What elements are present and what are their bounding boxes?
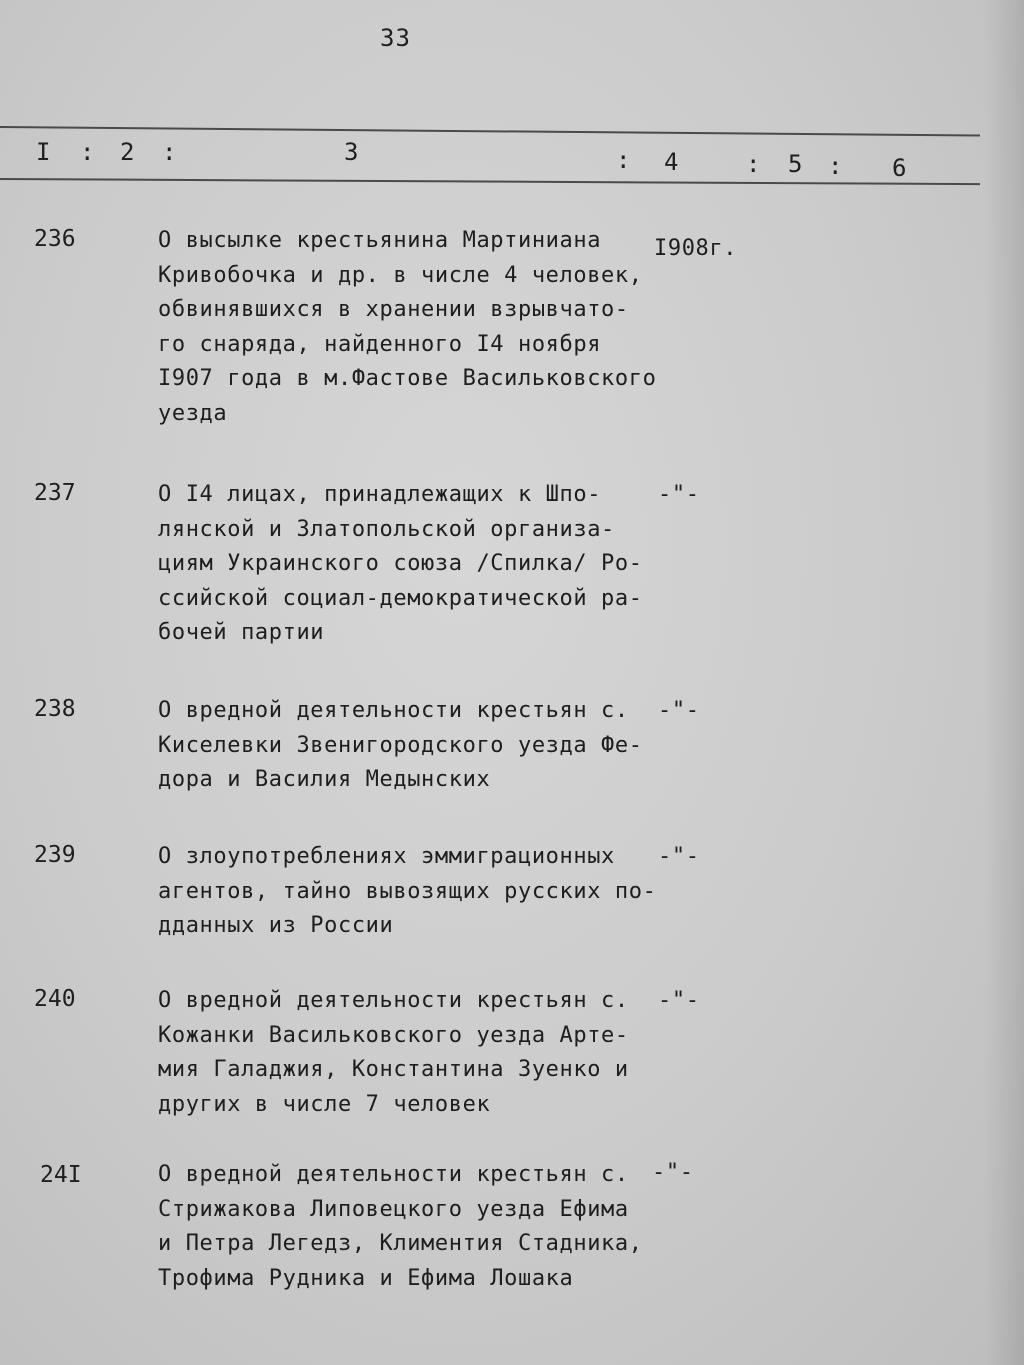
entry-line: лянской и Златопольской организа-: [158, 516, 615, 542]
entry-line: мия Галаджия, Константина Зуенко и: [158, 1057, 629, 1082]
entry-line: I907 года в м.Фастове Васильковского: [158, 366, 657, 391]
entry-date: -"-: [658, 844, 700, 869]
column-separator-3: :: [616, 146, 631, 174]
entry-date: I908г.: [654, 236, 738, 261]
column-header-6: 6: [892, 154, 907, 182]
entry-description: [158, 694, 678, 798]
entry-date: -"-: [658, 988, 700, 1013]
entry-line: уезда: [158, 400, 228, 426]
entry-description: [158, 840, 678, 944]
entry-number: 236: [34, 226, 76, 252]
entry-description: [158, 224, 678, 431]
entry-line: Кривобочка и др. в числе 4 человек,: [158, 262, 643, 288]
entry-line: О I4 лицах, принадлежащих к Шпо-: [158, 482, 602, 507]
entry-line: Стрижакова Липовецкого уезда Ефима: [158, 1196, 629, 1222]
entry-description: [158, 984, 678, 1122]
header-rule-top: [0, 126, 980, 137]
entry-line: бочей партии: [158, 620, 325, 645]
entry-date: -"-: [658, 698, 700, 723]
entry-line: ссийской социал-демократической ра-: [158, 585, 643, 611]
entry-line: О вредной деятельности крестьян с.: [158, 988, 629, 1013]
entry-line: Кожанки Васильковского уезда Арте-: [158, 1022, 629, 1048]
page-number: 33: [380, 24, 411, 52]
entry-line: Киселевки Звенигородского уезда Фе-: [158, 732, 643, 758]
column-header-1: I: [36, 138, 51, 166]
page-edge-shadow: [984, 0, 1024, 1365]
entry-line: О вредной деятельности крестьян с.: [158, 698, 629, 723]
column-header-3: 3: [344, 138, 359, 166]
entry-description: [158, 478, 678, 651]
column-separator-2: :: [162, 138, 177, 166]
entry-line: О высылке крестьянина Мартиниана: [158, 228, 602, 253]
entry-line: агентов, тайно вывозящих русских по-: [158, 878, 657, 904]
entry-description: [158, 1158, 678, 1296]
entry-line: го снаряда, найденного I4 ноября: [158, 331, 602, 357]
entry-date: -"-: [652, 1160, 694, 1185]
entry-number: 240: [34, 986, 76, 1012]
column-separator-5: :: [828, 152, 843, 180]
entry-number: 239: [34, 842, 76, 868]
entry-line: и Петра Легедз, Климентия Стадника,: [158, 1231, 643, 1256]
entry-line: дора и Василия Медынских: [158, 767, 491, 792]
entry-number: 24I: [40, 1162, 82, 1188]
column-header-4: 4: [664, 148, 679, 176]
entry-line: циям Украинского союза /Спилка/ Ро-: [158, 551, 643, 576]
column-separator-4: :: [746, 150, 761, 178]
column-header-2: 2: [120, 138, 135, 166]
entry-line: О злоупотреблениях эммиграционных: [158, 844, 615, 869]
entry-line: дданных из России: [158, 913, 394, 938]
entry-date: -"-: [658, 482, 700, 507]
column-separator-1: :: [80, 138, 95, 166]
entry-line: Трофима Рудника и Ефима Лошака: [158, 1265, 574, 1291]
entry-line: О вредной деятельности крестьян с.: [158, 1162, 629, 1187]
entry-number: 237: [34, 480, 76, 506]
entry-number: 238: [34, 696, 76, 722]
entry-line: других в числе 7 человек: [158, 1091, 491, 1117]
entry-line: обвинявшихся в хранении взрывчато-: [158, 297, 629, 322]
column-header-5: 5: [788, 150, 803, 178]
